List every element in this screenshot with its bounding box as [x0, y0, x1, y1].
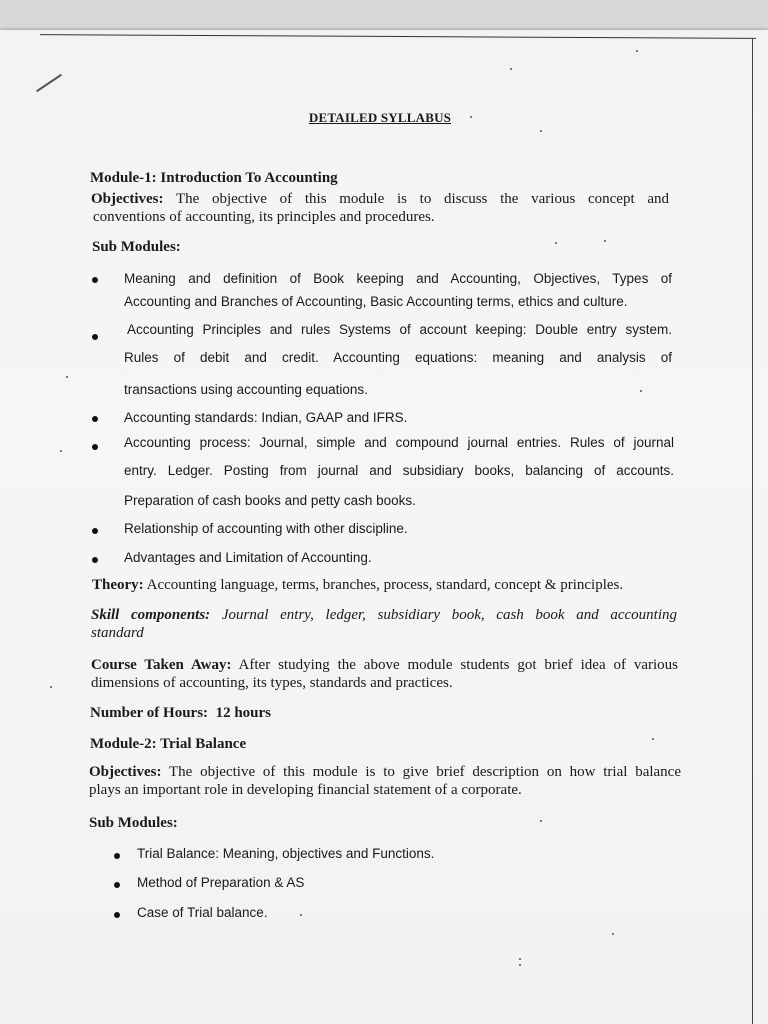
- module1-bullet-1-line2: Accounting and Branches of Accounting, Basic Accounting terms, ethics and culture.: [124, 294, 628, 309]
- speck: [519, 964, 521, 966]
- module1-bullet-4-line2: entry. Ledger. Posting from journal and subsidiary books, balancing of accounts.: [124, 463, 674, 478]
- speck: [540, 820, 542, 822]
- module2-bullet-2: Method of Preparation & AS: [137, 875, 305, 890]
- course-line1: After studying the above module students got brief idea of various: [238, 657, 678, 673]
- bullet-marker: [92, 277, 98, 283]
- bullet-marker: [92, 334, 98, 340]
- module1-objectives-line1: The objective of this module is to discuss the various concept and: [175, 191, 670, 207]
- course-label: Course Taken Away:: [91, 657, 232, 673]
- speck: [612, 933, 614, 935]
- bullet-marker: [114, 912, 120, 918]
- skill-line2: standard: [91, 625, 144, 641]
- module1-bullet-1-line1: Meaning and definition of Book keeping and Accounting, Objectives, Types of: [124, 271, 672, 286]
- module1-title: Module-1: Introduction To Accounting: [90, 170, 338, 186]
- speck: [519, 958, 521, 960]
- module2-title: Module-2: Trial Balance: [90, 736, 247, 752]
- speck: [555, 242, 557, 244]
- speck: [540, 130, 542, 132]
- module1-objectives: [91, 191, 669, 208]
- course-line2: dimensions of accounting, its types, standards and practices.: [91, 675, 453, 691]
- module1-bullet-3: Accounting standards: Indian, GAAP and IFRS.: [124, 410, 408, 425]
- module1-bullet-2-line1: Accounting Principles and rules Systems of account keeping: Double entry system.: [127, 322, 672, 337]
- syllabus-page: [0, 30, 768, 1024]
- module1-skill: [91, 607, 677, 624]
- speck: [60, 450, 62, 452]
- speck: [652, 738, 654, 740]
- speck: [636, 50, 638, 52]
- hours-value: 12 hours: [215, 705, 271, 721]
- module1-theory: [92, 577, 623, 594]
- page-border-right: [752, 38, 753, 1024]
- speck: [66, 376, 68, 378]
- module1-bullet-4-line3: Preparation of cash books and petty cash books.: [124, 493, 416, 508]
- speck: [50, 686, 52, 688]
- module1-objectives-label: Objectives:: [91, 191, 164, 207]
- skill-line1: Journal entry, ledger, subsidiary book, cash book and accounting: [221, 607, 678, 623]
- speck: [300, 914, 302, 916]
- module1-submodules-label: Sub Modules:: [92, 239, 181, 255]
- bullet-marker: [92, 416, 98, 422]
- speck: [510, 68, 512, 70]
- speck: [470, 116, 472, 118]
- module1-hours: [90, 705, 271, 722]
- bullet-marker: [114, 853, 120, 859]
- speck: [604, 240, 606, 242]
- module1-bullet-5: Relationship of accounting with other discipline.: [124, 521, 408, 536]
- bullet-marker: [114, 882, 120, 888]
- module2-objectives-line2: plays an important role in developing financial statement of a corporate.: [89, 782, 522, 798]
- module2-objectives-line1: The objective of this module is to give brief description on how trial balance: [169, 764, 681, 780]
- bullet-marker: [92, 528, 98, 534]
- hours-label: Number of Hours:: [90, 705, 209, 721]
- module2-submodules-label: Sub Modules:: [89, 815, 178, 831]
- page-border-top: [40, 34, 756, 39]
- theory-label: Theory:: [92, 577, 144, 593]
- bullet-marker: [92, 557, 98, 563]
- module2-bullet-1: Trial Balance: Meaning, objectives and Functions.: [137, 846, 435, 861]
- pen-mark: [36, 74, 62, 92]
- module2-objectives: [89, 764, 681, 781]
- speck: [640, 390, 642, 392]
- module1-bullet-2-line2: Rules of debit and credit. Accounting equations: meaning and analysis of: [124, 350, 672, 365]
- module1-course: [91, 657, 678, 674]
- module1-bullet-2-line3: transactions using accounting equations.: [124, 382, 368, 397]
- page-title: DETAILED SYLLABUS: [308, 110, 452, 125]
- module2-objectives-label: Objectives:: [89, 764, 162, 780]
- module1-objectives-line2: conventions of accounting, its principles and procedures.: [93, 209, 435, 225]
- bullet-marker: [92, 444, 98, 450]
- module2-bullet-3: Case of Trial balance.: [137, 905, 268, 920]
- module1-bullet-6: Advantages and Limitation of Accounting.: [124, 550, 372, 565]
- theory-text: Accounting language, terms, branches, process, standard, concept & principles.: [146, 577, 624, 593]
- module1-bullet-4-line1: Accounting process: Journal, simple and compound journal entries. Rules of journal: [124, 435, 674, 450]
- skill-label: Skill components:: [91, 607, 211, 623]
